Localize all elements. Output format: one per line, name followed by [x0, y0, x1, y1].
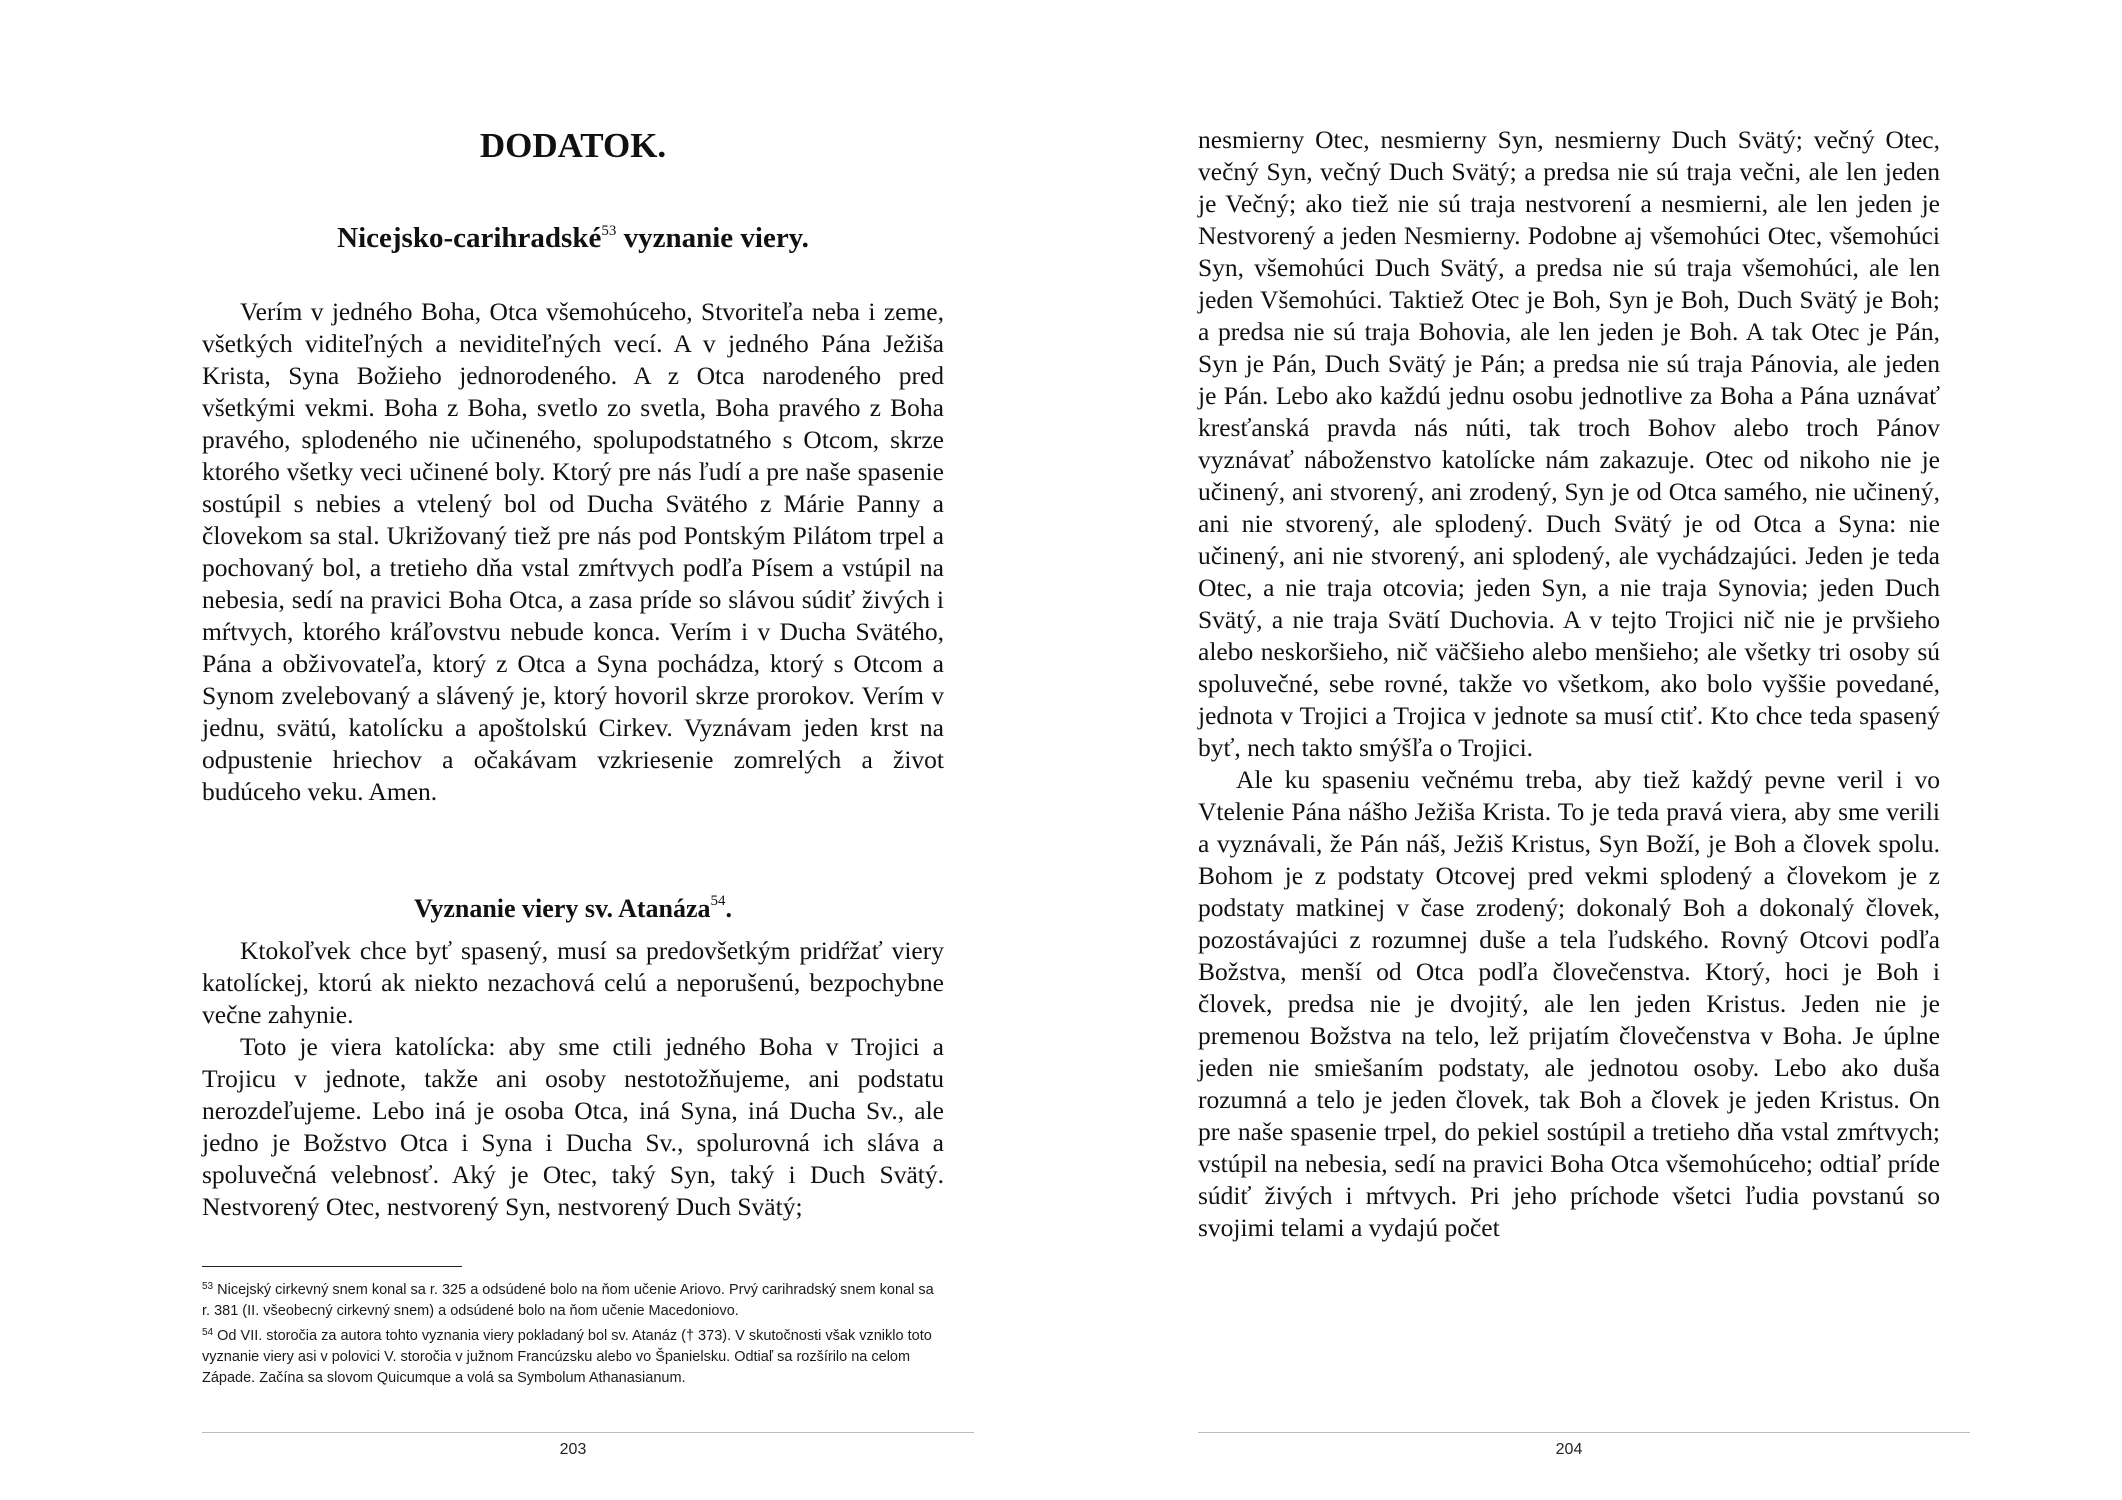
section-title-nicene — [202, 222, 944, 255]
main-title: DODATOK. — [479, 126, 667, 165]
section-title-athanasian — [202, 893, 944, 924]
footnote-number: 53 — [202, 1281, 214, 1292]
creed-paragraph: Verím v jedného Boha, Otca všemohúceho, Stvoriteľa neba i zeme, všetkých viditeľných a neviditeľných vecí. A v jedného Pána Ježiša Krista, Syna Božieho jednorodeného. A z Otca narodeného pred všetkými vekmi. Boha z Boha, svetlo zo svetla, Boha pravého z Boha pravého, splodeného nie učineného, spolupodstatného s Otcom, skrze ktorého všetky veci učinené boly. Ktorý pre nás ľudí a pre naše spasenie sostúpil s nebies a vtelený bol od Ducha Svätého z Márie Panny a človekom sa stal. Ukrižovaný tiež pre nás pod Pontským Pilátom trpel a pochovaný bol, a tretieho dňa vstal zmŕtvych podľa Písem a vstúpil na nebesia, sedí na pravici Boha Otca, a zasa príde so slávou súdiť živých i mŕtvych, ktorého kráľovstvu nebude konca. Verím i v Ducha Svätého, Pána a obživovateľa, ktorý z Otca a Syna pochádza, ktorý s Otcom a Synom zvelebovaný a slávený je, ktorý hovoril skrze prorokov. Verím v jednu, svätú, katolícku a apoštolskú Cirkev. Vyznávam jeden krst na odpustenie hriechov a očakávam vzkriesenie zomrelých a život budúceho veku. Amen. — [202, 297, 944, 806]
page-number-right: 204 — [1555, 1441, 1583, 1458]
left-page — [202, 0, 944, 1500]
section-title-text: Vyznanie viery sv. Atanáza — [413, 894, 711, 923]
footnote-54 — [202, 1322, 944, 1389]
right-paragraph-2: Ale ku spaseniu večnému treba, aby tiež každý pevne veril i vo Vtelenie Pána nášho Ježiša Krista. To je teda pravá viera, aby sme verili a vyznávali, že Pán náš, Ježiš Kristus, Syn Boží, je Boh a človek spolu. Bohom je z podstaty Otcovej pred vekmi splodený a človekom je z podstaty matkinej v čase zrodený; dokonalý Boh a dokonalý človek, pozostávajúci z rozumnej duše a tela ľudského. Rovný Otcovi podľa Božstva, menší od Otca podľa človečenstva. Ktorý, hoci je Boh i človek, predsa nie je dvojitý, ale len jeden Kristus. Jeden nie je premenou Božstva na telo, lež prijatím človečenstva v Boha. Je úplne jeden nie smiešaním podstaty, ale jednotou osoby. Lebo ako duša rozumná a telo je jeden človek, tak Boh a človek je jeden Kristus. On pre naše spasenie trpel, do pekiel sostúpil a tretieho dňa vstal zmŕtvych; vstúpil na nebesia, sedí na pravici Boha Otca všemohúceho; odtiaľ príde súdiť živých i mŕtvych. Pri jeho príchode všetci ľudia povstanú so svojimi telami a vydajú počet — [1198, 765, 1940, 1242]
athanasian-paragraph-1: Ktokoľvek chce byť spasený, musí sa predovšetkým pridŕžať viery katolíckej, ktorú ak niekto nezachová celú a neporušenú, bezpochybne večne zahynie. — [202, 936, 944, 1029]
footer-rule-left — [202, 1432, 974, 1433]
section-title-end: . — [725, 894, 733, 923]
creed-text-block — [202, 296, 944, 808]
footnote-ref-54: 54 — [710, 893, 726, 909]
right-paragraph-1: nesmierny Otec, nesmierny Syn, nesmierny Duch Svätý; večný Otec, večný Syn, večný Duch Svätý; a predsa nie sú traja večni, ale len jeden je Večný; ako tiež nie sú traja nestvorení a nesmierni, ale len jeden je Nestvorený a jeden Nesmierny. Podobne aj všemohúci Otec, všemohúci Syn, všemohúci Duch Svätý, a predsa nie sú traja všemohúci, ale len jeden Všemohúci. Taktiež Otec je Boh, Syn je Boh, Duch Svätý je Boh; a predsa nie sú traja Bohovia, ale len jeden je Boh. A tak Otec je Pán, Syn je Pán, Duch Svätý je Pán; a predsa nie sú traja Pánovia, ale jeden je Pán. Lebo ako každú jednu osobu jednotlive za Boha a Pána uznávať kresťanská pravda nás núti, tak troch Bohov alebo troch Pánov vyznávať náboženstvo katolícke nám zakazuje. Otec od nikoho nie je učinený, ani stvorený, ani zrodený, Syn je od Otca samého, nie učinený, ani nie stvorený, ale splodený. Duch Svätý je od Otca a Syna: nie učinený, ani nie stvorený, ani splodený, ale vychádzajúci. Jeden je teda Otec, a nie traja otcovia; jeden Syn, a nie traja Synovia; jeden Duch Svätý, a nie traja Svätí Duchovia. A v tejto Trojici nič nie je prvšieho alebo neskoršieho, nič väčšieho alebo menšieho; ale všetky tri osoby sú spoluvečné, sebe rovné, takže vo všetkom, ako bolo vyššie povedané, jednota v Trojici a Trojica v jednote sa musí ctiť. Kto chce teda spasený byť, nech takto smýšľa o Trojici. — [1198, 125, 1940, 762]
section-title-rest: vyznanie viery. — [616, 222, 809, 254]
athanasian-paragraph-2: Toto je viera katolícka: aby sme ctili jedného Boha v Trojici a Trojicu v jednote, takže ani osoby nestotožňujeme, ani podstatu nerozdeľujeme. Lebo iná je osoba Otca, iná Syna, iná Ducha Sv., ale jedno je Božstvo Otca i Syna i Ducha Sv., spolurovná ich sláva a spoluvečná velebnosť. Aký je Otec, taký Syn, taký i Duch Svätý. Nestvorený Otec, nestvorený Syn, nestvorený Duch Svätý; — [202, 1032, 944, 1221]
footnote-number: 54 — [202, 1327, 214, 1338]
right-page — [1198, 0, 1940, 1500]
athanasian-text-block — [202, 935, 944, 1223]
footnote-53 — [202, 1276, 944, 1322]
footer-rule-right — [1198, 1432, 1970, 1433]
footnote-text: Od VII. storočia za autora tohto vyznania viery pokladaný bol sv. Atanáz († 373). V skutočnosti však vzniklo toto vyznanie viery asi v polovici V. storočia v južnom Francúzsku alebo vo Španielsku. Odtiaľ sa rozšírilo na celom Západe. Začína sa slovom Quicumque a volá sa Symbolum Athanasianum. — [202, 1328, 932, 1386]
footnote-divider — [202, 1266, 462, 1267]
footnote-ref-53: 53 — [601, 223, 617, 239]
page-number-left: 203 — [559, 1441, 587, 1458]
section-title-text: Nicejsko-carihradské — [337, 222, 602, 254]
footnote-text: Nicejský cirkevný snem konal sa r. 325 a odsúdené bolo na ňom učenie Ariovo. Prvý carihradský snem konal sa r. 381 (II. všeobecný cirkevný snem) a odsúdené bolo na ňom učenie Macedoniovo. — [202, 1282, 934, 1319]
footnotes — [202, 1276, 944, 1389]
right-text-block — [1198, 124, 1940, 1244]
